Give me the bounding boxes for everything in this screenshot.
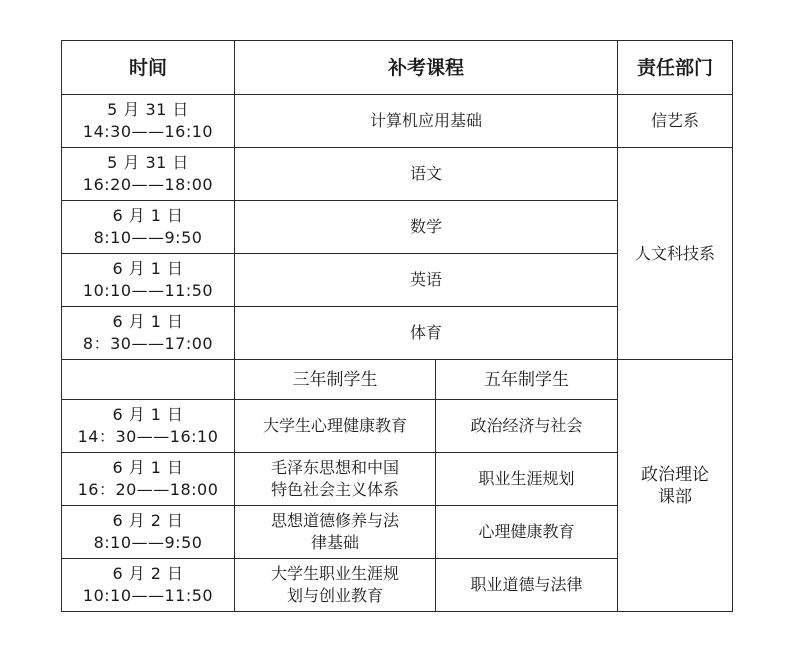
time-text: 16：20——18:00	[77, 480, 219, 499]
time-text: 16:20——18:00	[82, 175, 214, 194]
time-text: 10:10——11:50	[82, 281, 214, 300]
time-cell	[62, 453, 235, 506]
five-year-course-cell: 职业生涯规划	[436, 453, 618, 506]
table-row	[62, 95, 733, 148]
time-cell	[62, 95, 235, 148]
date-text: 6 月 1 日	[112, 259, 184, 278]
five-year-course-cell: 职业道德与法律	[436, 559, 618, 612]
time-text: 8:10——9:50	[93, 228, 203, 247]
course-line-1: 大学生心理健康教育	[262, 416, 407, 435]
date-text: 6 月 1 日	[112, 312, 184, 331]
three-year-course-cell	[235, 453, 436, 506]
time-cell	[62, 559, 235, 612]
time-cell	[62, 254, 235, 307]
date-text: 6 月 1 日	[112, 206, 184, 225]
date-text: 6 月 2 日	[112, 564, 184, 583]
five-year-course-cell: 政治经济与社会	[436, 400, 618, 453]
course-line-1: 毛泽东思想和中国	[270, 458, 399, 477]
department-line-1: 政治理论	[641, 464, 710, 485]
date-text: 5 月 31 日	[107, 153, 189, 172]
header-course: 补考课程	[235, 41, 618, 95]
course-cell: 英语	[235, 254, 618, 307]
course-cell: 数学	[235, 201, 618, 254]
course-cell: 计算机应用基础	[235, 95, 618, 148]
department-cell	[618, 360, 733, 612]
course-line-1: 思想道德修养与法	[270, 511, 399, 530]
five-year-course-cell: 心理健康教育	[436, 506, 618, 559]
course-cell: 体育	[235, 307, 618, 360]
three-year-course-cell	[235, 506, 436, 559]
time-cell	[62, 307, 235, 360]
header-department: 责任部门	[618, 41, 733, 95]
date-text: 6 月 1 日	[112, 458, 184, 477]
date-text: 6 月 2 日	[112, 511, 184, 530]
course-line-2: 划与创业教育	[286, 586, 383, 605]
course-line-2: 特色社会主义体系	[270, 480, 399, 499]
subheader-five-year: 五年制学生	[436, 360, 618, 400]
table-row	[62, 148, 733, 201]
course-line-1: 大学生职业生涯规	[270, 564, 399, 583]
time-cell	[62, 400, 235, 453]
table-header-row	[62, 41, 733, 95]
header-time: 时间	[62, 41, 235, 95]
time-cell	[62, 506, 235, 559]
time-text: 14:30——16:10	[82, 122, 214, 141]
time-text: 10:10——11:50	[82, 586, 214, 605]
course-line-2: 律基础	[310, 533, 359, 552]
empty-time-cell	[62, 360, 235, 400]
student-type-row	[62, 360, 733, 400]
subheader-three-year: 三年制学生	[235, 360, 436, 400]
time-cell	[62, 201, 235, 254]
course-cell: 语文	[235, 148, 618, 201]
time-text: 8：30——17:00	[82, 334, 214, 353]
time-text: 14：30——16:10	[77, 427, 219, 446]
department-line-2: 课部	[658, 486, 693, 507]
three-year-course-cell	[235, 400, 436, 453]
time-cell	[62, 148, 235, 201]
date-text: 6 月 1 日	[112, 405, 184, 424]
time-text: 8:10——9:50	[93, 533, 203, 552]
date-text: 5 月 31 日	[107, 100, 189, 119]
three-year-course-cell	[235, 559, 436, 612]
department-cell: 信艺系	[618, 95, 733, 148]
department-cell: 人文科技系	[618, 148, 733, 360]
makeup-exam-table	[61, 40, 733, 612]
